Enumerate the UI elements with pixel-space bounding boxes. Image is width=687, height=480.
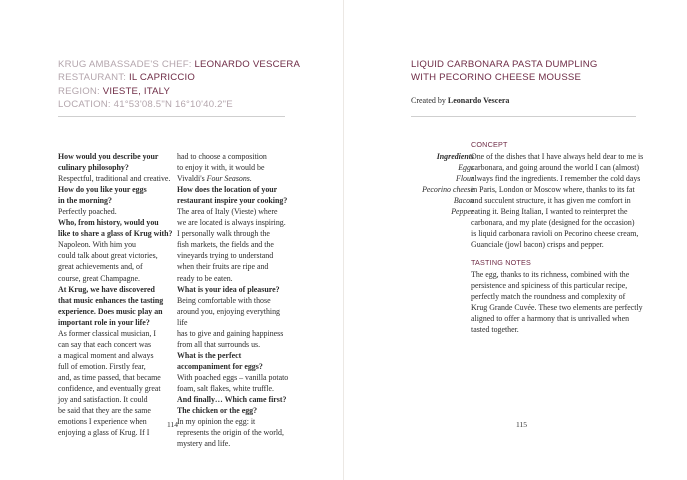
text-line: in the morning? xyxy=(58,196,112,206)
text-line: and succulent structure, it has given me comfort in xyxy=(471,196,631,206)
text-line: How does the location of your xyxy=(177,185,278,195)
tasting-notes-heading: TASTING NOTES xyxy=(471,258,531,267)
text-line: we are located is always inspiring. xyxy=(177,218,286,228)
text-line: course, great Champagne. xyxy=(58,273,140,283)
text-line: and, as time passed, that became xyxy=(58,372,161,382)
text-line: has to give and gaining happiness xyxy=(177,328,284,338)
text-line: around you, enjoying everything life xyxy=(177,306,280,327)
header-line: REGION: VIESTE, ITALY xyxy=(58,85,171,97)
text-line: At Krug, we have discovered xyxy=(58,284,155,294)
text-line: like to share a glass of Krug with? xyxy=(58,229,173,239)
header-line: LOCATION: 41°53'08.5"N 16°10'40.2"E xyxy=(58,98,233,110)
text-line: had to choose a composition xyxy=(177,152,267,161)
text-line: Being comfortable with those xyxy=(177,295,271,305)
text-line: perfectly match the roundness and complexity of xyxy=(471,292,626,302)
text-line: aligned to offer a harmony that is unrivalled when xyxy=(471,314,630,324)
text-line: could talk about great victories, xyxy=(58,251,158,261)
text-line: from all that surrounds us. xyxy=(177,339,261,349)
text-line: a magical moment and always xyxy=(58,350,154,360)
tasting-notes-text xyxy=(471,269,647,335)
text-line: vineyards trying to understand xyxy=(177,251,274,261)
text-line: How would you describe your xyxy=(58,152,159,161)
text-line: And finally… Which came first? xyxy=(177,395,287,405)
text-line: carbonara, and my plate (designed for the occasion) xyxy=(471,218,635,228)
text-line: The chicken or the egg? xyxy=(177,406,258,416)
ingredient-item: Pecorino cheese xyxy=(422,185,474,195)
text-line: to enjoy it with, it would be xyxy=(177,163,265,173)
text-line: ready to be eaten. xyxy=(177,273,233,283)
page-number: 115 xyxy=(516,420,527,429)
header-line: KRUG AMBASSADE'S CHEF: LEONARDO VESCERA xyxy=(58,59,301,70)
text-line: is liquid carbonara ravioli on Pecorino cheese cream, xyxy=(471,229,639,239)
ingredient-item: Flour xyxy=(456,174,474,184)
text-line: Respectful, traditional and creative. xyxy=(58,174,171,184)
text-line: full of emotion. Firstly fear, xyxy=(58,361,146,371)
recipe-credit: Created by Leonardo Vescera xyxy=(411,96,510,105)
header-line: RESTAURANT: IL CAPRICCIO xyxy=(58,72,195,84)
text-line: when their fruits are ripe and xyxy=(177,262,269,272)
text-line: represents the origin of the world, xyxy=(177,428,284,438)
text-line: emotions I experience when xyxy=(58,417,147,427)
text-line: important role in your life? xyxy=(58,317,150,327)
interview-column-1 xyxy=(58,151,176,438)
text-line: How do you like your eggs xyxy=(58,185,147,195)
ingredient-item: Eggs xyxy=(458,163,474,173)
text-line: restaurant inspire your cooking? xyxy=(177,196,288,206)
ingredient-item: Pepper xyxy=(451,207,474,217)
text-line: Who, from history, would you xyxy=(58,218,159,228)
text-line: accompaniment for eggs? xyxy=(177,361,263,371)
recipe-title: LIQUID CARBONARA PASTA DUMPLING WITH PECORINO CHEESE MOUSSE xyxy=(411,59,598,84)
text-line: confidence, and eventually great xyxy=(58,383,161,393)
text-line: The egg, thanks to its richness, combined with the xyxy=(471,270,630,279)
text-line: With poached eggs – vanilla potato xyxy=(177,372,289,382)
left-page xyxy=(0,0,343,480)
text-line: Vivaldi's Four Seasons. xyxy=(177,174,252,184)
ingredient-item: Bacon xyxy=(453,196,474,206)
page-number: 114 xyxy=(167,420,178,429)
text-line: As former classical musician, I xyxy=(58,328,156,338)
text-line: carbonara, and going around the world I can (almost) xyxy=(471,163,640,173)
interview-column-2 xyxy=(177,151,289,449)
text-line: in Paris, London or Moscow where, thanks to its fat xyxy=(471,185,635,195)
concept-text xyxy=(471,151,647,250)
text-line: The area of Italy (Vieste) where xyxy=(177,207,278,217)
text-line: Perfectly poached. xyxy=(58,207,117,217)
text-line: can say that each concert was xyxy=(58,339,152,349)
text-line: great achievements and, of xyxy=(58,262,143,272)
text-line: Guanciale (jowl bacon) crisps and pepper. xyxy=(471,240,604,250)
chef-header xyxy=(58,58,300,111)
ingredients-list xyxy=(404,151,474,217)
text-line: mystery and life. xyxy=(177,439,231,449)
text-line: be said that they are the same xyxy=(58,406,151,416)
text-line: fish markets, the fields and the xyxy=(177,240,274,250)
text-line: joy and satisfaction. It could xyxy=(58,395,148,405)
text-line: One of the dishes that I have always held dear to me is xyxy=(471,152,644,161)
text-line: foam, salt flakes, white truffle. xyxy=(177,383,274,393)
concept-heading: CONCEPT xyxy=(471,140,508,149)
text-line: eating it. Being Italian, I wanted to reinterpret the xyxy=(471,207,628,217)
right-page xyxy=(344,0,687,480)
ingredients-heading: Ingredients xyxy=(436,152,474,161)
text-line: What is your idea of pleasure? xyxy=(177,284,280,294)
text-line: What is the perfect xyxy=(177,350,242,360)
text-line: always find the ingredients. I remember the cold days xyxy=(471,174,641,184)
text-line: persistence and spiciness of this particular recipe, xyxy=(471,281,628,291)
text-line: experience. Does music play an xyxy=(58,306,163,316)
divider xyxy=(411,116,636,117)
text-line: In my opinion the egg: it xyxy=(177,417,256,427)
text-line: culinary philosophy? xyxy=(58,163,129,173)
text-line: that music enhances the tasting xyxy=(58,295,164,305)
text-line: Napoleon. With him you xyxy=(58,240,136,250)
text-line: Krug Grande Cuvée. These two elements are perfectly xyxy=(471,303,643,313)
divider xyxy=(58,116,285,117)
text-line: I personally walk through the xyxy=(177,229,270,239)
text-line: enjoying a glass of Krug. If I xyxy=(58,428,150,438)
text-line: tasted together. xyxy=(471,325,519,335)
